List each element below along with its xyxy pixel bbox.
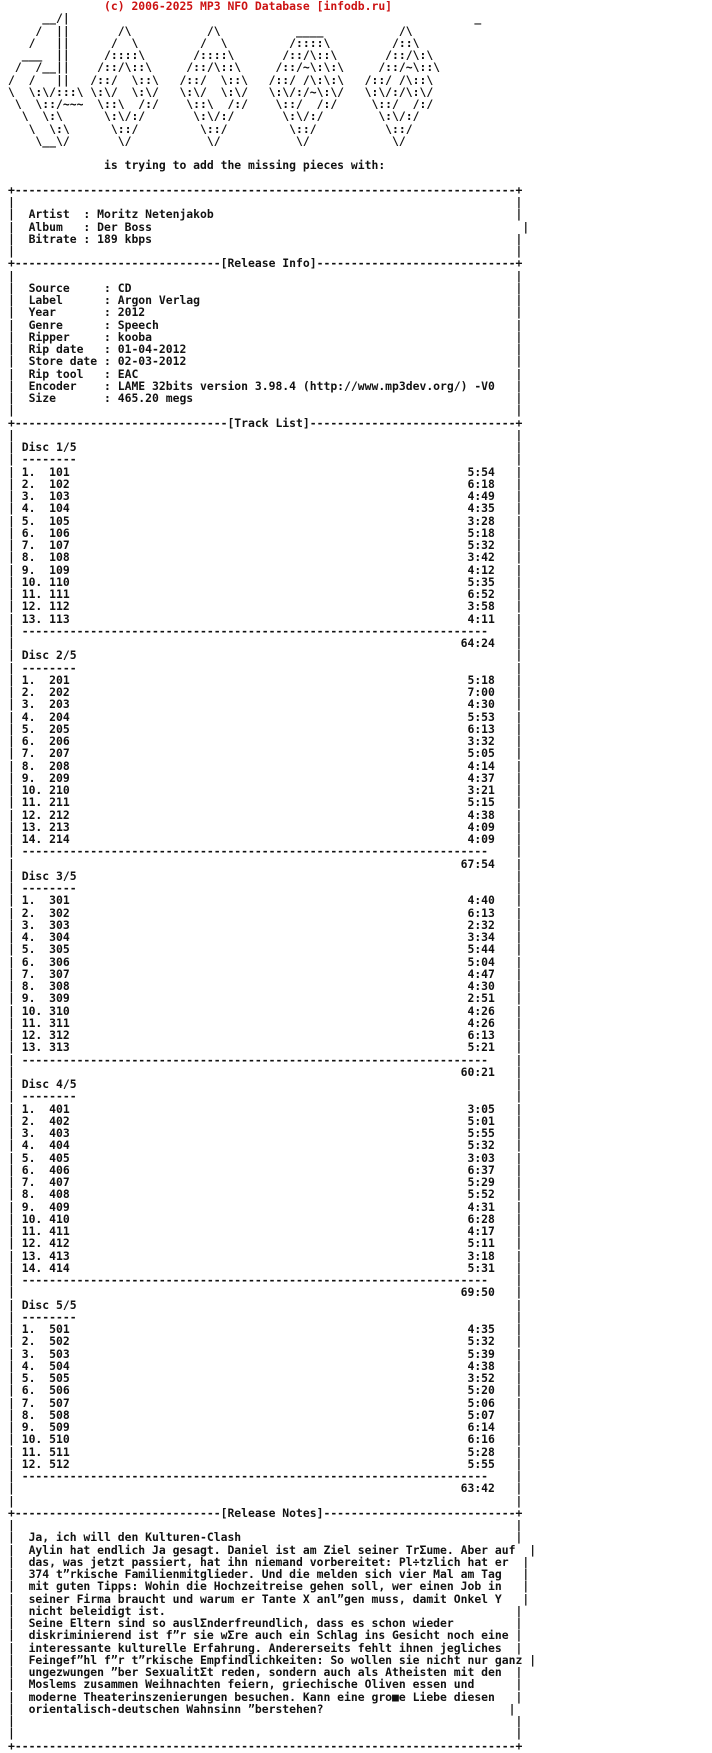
nfo-line: | 13. 313 5:21 | bbox=[8, 1040, 523, 1055]
nfo-line: | | bbox=[8, 1493, 523, 1508]
nfo-line: | 6. 506 5:20 | bbox=[8, 1383, 523, 1398]
nfo-line: | Rip date : 01-04-2012 | bbox=[8, 342, 523, 356]
nfo-line: | -------------------------------------------------------------------- | bbox=[8, 1052, 523, 1067]
nfo-line: | | bbox=[8, 1726, 523, 1741]
nfo-line: | 4. 504 4:38 | bbox=[8, 1358, 523, 1373]
nfo-line: | 1. 201 5:18 | bbox=[8, 672, 523, 687]
nfo-line: | 3. 503 5:39 | bbox=[8, 1346, 523, 1361]
nfo-line: | -------------------------------------------------------------------- | bbox=[8, 1273, 523, 1287]
nfo-body bbox=[8, 184, 712, 1752]
nfo-line: | 11. 411 4:17 | bbox=[8, 1224, 523, 1238]
nfo-line: | 3. 103 4:49 | bbox=[8, 489, 523, 503]
nfo-line: | Moslems zusammen Weihnachten feiern, griechische Oliven essen und | bbox=[8, 1677, 523, 1692]
logo-line: \ \:\ \:\/:/ \:\/:/ \:\/:/ \:\/:/ bbox=[8, 109, 420, 124]
nfo-line: | 11. 511 5:28 | bbox=[8, 1444, 523, 1459]
nfo-line: | -------- | bbox=[8, 881, 523, 895]
nfo-line: | 9. 309 2:51 | bbox=[8, 991, 523, 1006]
copyright-header: (c) 2006-2025 MP3 NFO Database [infodb.ru] bbox=[8, 0, 393, 13]
nfo-line: | 2. 502 5:32 | bbox=[8, 1334, 523, 1349]
logo-line: / / || /::/ \::\ /::/ \::\ /::/ /\:\:\ /::/ /\::\ bbox=[8, 72, 434, 87]
nfo-line: | 60:21 | bbox=[8, 1064, 523, 1079]
nfo-line: | 6. 306 5:04 | bbox=[8, 954, 523, 969]
nfo-line: | Disc 4/5 | bbox=[8, 1077, 523, 1091]
nfo-line: | -------------------------------------------------------------------- | bbox=[8, 844, 523, 859]
nfo-line: | 9. 409 4:31 | bbox=[8, 1199, 523, 1214]
nfo-line: | 10. 210 3:21 | bbox=[8, 783, 523, 797]
nfo-line: | 10. 410 6:28 | bbox=[8, 1211, 523, 1226]
nfo-line: | 5. 205 6:13 | bbox=[8, 721, 523, 736]
nfo-line: | 1. 501 4:35 | bbox=[8, 1322, 523, 1336]
nfo-line: | | bbox=[8, 244, 523, 258]
nfo-line: | -------------------------------------------------------------------- | bbox=[8, 1469, 523, 1483]
nfo-line: | | bbox=[8, 1518, 523, 1532]
nfo-line: | interessante kulturelle Erfahrung. Andererseits fehlt ihnen jegliches | bbox=[8, 1640, 523, 1655]
nfo-line: | Ja, ich will den Kulturen-Clash | bbox=[8, 1530, 523, 1545]
logo-line: \ \:\ \::/ \::/ \::/ \::/ bbox=[8, 121, 413, 136]
nfo-line: +-------------------------------[Track List]------------------------------+ bbox=[8, 415, 523, 430]
nfo-line: | 9. 509 6:14 | bbox=[8, 1420, 523, 1434]
nfo-line: | Size : 465.20 megs | bbox=[8, 391, 523, 405]
nfo-line: | 7. 407 5:29 | bbox=[8, 1175, 523, 1189]
nfo-line: | 12. 112 3:58 | bbox=[8, 599, 523, 614]
nfo-line: | 8. 208 4:14 | bbox=[8, 758, 523, 773]
nfo-line: | -------------------------------------------------------------------- | bbox=[8, 623, 523, 638]
nfo-line: | | bbox=[8, 403, 523, 418]
nfo-line: | diskriminierend ist f”r sie wΣre auch ein Schlag ins Gesicht noch eine | bbox=[8, 1628, 523, 1643]
nfo-line: | | bbox=[8, 427, 523, 442]
nfo-line: | 3. 203 4:30 | bbox=[8, 697, 523, 712]
nfo-line: | | bbox=[8, 1714, 523, 1728]
logo-line: \__\/ \/ \/ \/ \/ bbox=[8, 133, 406, 148]
nfo-line: | 69:50 | bbox=[8, 1285, 523, 1300]
nfo-line: | orientalisch-deutschen Wahnsinn ”berstehen? | bbox=[8, 1701, 516, 1716]
nfo-line: | 10. 110 5:35 | bbox=[8, 574, 523, 589]
nfo-line: +-------------------------------------------------------------------------+ bbox=[8, 182, 523, 197]
nfo-line: | 1. 301 4:40 | bbox=[8, 893, 523, 908]
nfo-line: | Year : 2012 | bbox=[8, 305, 523, 320]
nfo-line: | 3. 303 2:32 | bbox=[8, 917, 523, 932]
nfo-line: | 1. 101 5:54 | bbox=[8, 464, 523, 479]
nfo-line: | 7. 107 5:32 | bbox=[8, 538, 523, 552]
nfo-line: | 5. 105 3:28 | bbox=[8, 513, 523, 528]
nfo-line: | 8. 308 4:30 | bbox=[8, 979, 523, 993]
logo-line: / || /\ /\ ____ /\ bbox=[8, 23, 413, 38]
nfo-line: | 2. 302 6:13 | bbox=[8, 905, 523, 920]
nfo-line: | Disc 5/5 | bbox=[8, 1297, 523, 1312]
nfo-line: | ungezwungen ”ber SexualitΣt reden, sondern auch als Atheisten mit den | bbox=[8, 1665, 523, 1679]
logo-line: / /__|| /::/\::\ /::/\::\ /::/~\:\:\ /::/~\::\ bbox=[8, 60, 441, 75]
nfo-line: +-------------------------------------------------------------------------+ bbox=[8, 1738, 523, 1753]
nfo-line: | Source : CD | bbox=[8, 280, 523, 295]
nfo-line: | 14. 414 5:31 | bbox=[8, 1260, 523, 1275]
nfo-line: | 12. 312 6:13 | bbox=[8, 1028, 523, 1042]
nfo-line: | Album : Der Boss | bbox=[8, 219, 530, 234]
nfo-line: | 6. 206 3:32 | bbox=[8, 734, 523, 748]
nfo-line: | 5. 305 5:44 | bbox=[8, 942, 523, 957]
nfo-line: | 67:54 | bbox=[8, 856, 523, 871]
nfo-line: | 63:42 | bbox=[8, 1481, 523, 1496]
nfo-line: | moderne Theaterinszenierungen besuchen. Kann eine gro■e Liebe diesen | bbox=[8, 1689, 523, 1704]
nfo-line: | Seine Eltern sind so auslΣnderfreundlich, dass es schon wieder | bbox=[8, 1616, 523, 1630]
nfo-line: +------------------------------[Release Info]-----------------------------+ bbox=[8, 256, 523, 271]
nfo-line: | 12. 512 5:55 | bbox=[8, 1456, 523, 1471]
tagline: is trying to add the missing pieces with: bbox=[8, 158, 386, 173]
nfo-line: | 5. 405 3:03 | bbox=[8, 1150, 523, 1165]
nfo-line: | das, was jetzt passiert, hat ihn niemand vorbereitet: Pl÷tzlich hat er | bbox=[8, 1554, 530, 1569]
logo-line: \ \:\/:::\ \:\/ \:\/ \:\/ \:\/ \:\/:/~\:\/ \:\/:/\:\/ bbox=[8, 84, 434, 99]
nfo-line: | Disc 1/5 | bbox=[8, 440, 523, 454]
nfo-line: | 4. 104 4:35 | bbox=[8, 501, 523, 516]
nfo-line: | 6. 106 5:18 | bbox=[8, 525, 523, 540]
nfo-line: | 13. 413 3:18 | bbox=[8, 1248, 523, 1263]
nfo-line: | 7. 207 5:05 | bbox=[8, 746, 523, 761]
ascii-logo bbox=[8, 12, 712, 147]
logo-line: / || / \ / \ /::::\ /::\ bbox=[8, 35, 420, 50]
nfo-line: | 3. 403 5:55 | bbox=[8, 1126, 523, 1140]
nfo-line: | 6. 406 6:37 | bbox=[8, 1162, 523, 1177]
nfo-line: | mit guten Tipps: Wohin die Hochzeitreise gehen soll, wer einen Job in | bbox=[8, 1579, 530, 1594]
nfo-line: | Aylin hat endlich Ja gesagt. Daniel ist am Ziel seiner TrΣume. Aber auf | bbox=[8, 1542, 537, 1557]
nfo-line: | 1. 401 3:05 | bbox=[8, 1101, 523, 1116]
nfo-line: | 9. 109 4:12 | bbox=[8, 562, 523, 577]
nfo-line: | 11. 111 6:52 | bbox=[8, 587, 523, 601]
nfo-line: | -------- | bbox=[8, 1309, 523, 1324]
nfo-line: | 11. 311 4:26 | bbox=[8, 1015, 523, 1030]
nfo-line: | | bbox=[8, 268, 523, 283]
logo-line: __/| _ bbox=[8, 11, 482, 26]
nfo-line: | 12. 212 4:38 | bbox=[8, 807, 523, 822]
nfo-line: | 4. 404 5:32 | bbox=[8, 1138, 523, 1153]
nfo-line: | Rip tool : EAC | bbox=[8, 366, 523, 381]
nfo-line: | 10. 510 6:16 | bbox=[8, 1432, 523, 1447]
nfo-line: | Artist : Moritz Netenjakob | bbox=[8, 207, 523, 222]
nfo-line: | 8. 508 5:07 | bbox=[8, 1407, 523, 1422]
nfo-line: | Ripper : kooba | bbox=[8, 329, 523, 344]
nfo-line: | 13. 113 4:11 | bbox=[8, 611, 523, 626]
nfo-line: | 2. 402 5:01 | bbox=[8, 1113, 523, 1128]
nfo-line: | 10. 310 4:26 | bbox=[8, 1003, 523, 1018]
nfo-line: | 7. 507 5:06 | bbox=[8, 1395, 523, 1410]
nfo-line: | Bitrate : 189 kbps | bbox=[8, 231, 523, 246]
nfo-line: | 8. 108 3:42 | bbox=[8, 550, 523, 565]
nfo-line: | -------- | bbox=[8, 660, 523, 675]
nfo-line: | 13. 213 4:09 | bbox=[8, 819, 523, 834]
blank-line bbox=[8, 172, 712, 184]
nfo-line: | nicht beleidigt ist. | bbox=[8, 1603, 523, 1618]
nfo-line: | 4. 204 5:53 | bbox=[8, 709, 523, 724]
nfo-line: | 4. 304 3:34 | bbox=[8, 930, 523, 944]
nfo-line: | Encoder : LAME 32bits version 3.98.4 (http://www.mp3dev.org/) -V0 | bbox=[8, 378, 523, 393]
nfo-line: | 14. 214 4:09 | bbox=[8, 832, 523, 846]
nfo-line: | Disc 2/5 | bbox=[8, 648, 523, 663]
logo-line: \ \::/~~~ \::\ /:/ \::\ /:/ \::/ /:/ \::/ /:/ bbox=[8, 97, 434, 111]
nfo-line: | seiner Firma braucht und warum er Tante X anl”gen muss, damit Onkel Y | bbox=[8, 1591, 530, 1606]
nfo-line: | 7. 307 4:47 | bbox=[8, 966, 523, 981]
nfo-line: | 64:24 | bbox=[8, 636, 523, 650]
nfo-line: | 12. 412 5:11 | bbox=[8, 1236, 523, 1251]
nfo-line: | 2. 202 7:00 | bbox=[8, 685, 523, 699]
nfo-line: | | bbox=[8, 195, 523, 209]
nfo-line: +------------------------------[Release Notes]----------------------------+ bbox=[8, 1505, 523, 1520]
nfo-line: | Disc 3/5 | bbox=[8, 868, 523, 883]
nfo-line: | Label : Argon Verlag | bbox=[8, 293, 523, 307]
nfo-line: | Store date : 02-03-2012 | bbox=[8, 354, 523, 369]
nfo-line: | 9. 209 4:37 | bbox=[8, 770, 523, 785]
nfo-line: | 5. 505 3:52 | bbox=[8, 1371, 523, 1385]
nfo-line: | 8. 408 5:52 | bbox=[8, 1187, 523, 1202]
nfo-line: | Genre : Speech | bbox=[8, 317, 523, 332]
logo-line: ___ || /::::\ /::::\ /::/\::\ /::/\:\ bbox=[8, 48, 434, 62]
nfo-line: | 11. 211 5:15 | bbox=[8, 795, 523, 810]
nfo-line: | 374 t”rkische Familienmitglieder. Und die melden sich vier Mal am Tag | bbox=[8, 1567, 530, 1581]
nfo-line: | Feingef”hl f”r t”rkische Empfindlichkeiten: So wollen sie nicht nur ganz | bbox=[8, 1652, 537, 1667]
nfo-line: | 2. 102 6:18 | bbox=[8, 476, 523, 491]
nfo-line: | -------- | bbox=[8, 452, 523, 467]
nfo-line: | -------- | bbox=[8, 1089, 523, 1104]
